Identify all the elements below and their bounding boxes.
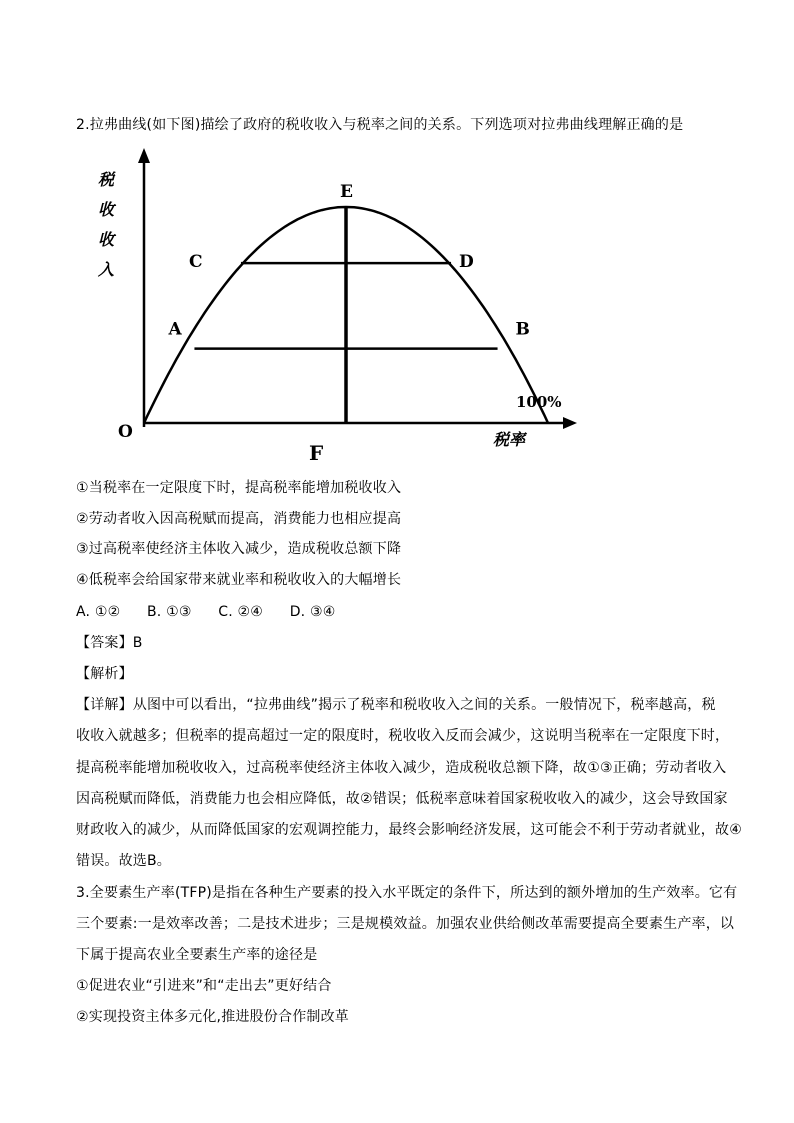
q2-option-1: ①当税率在一定限度下时，提高税率能增加税收收入 <box>76 480 402 496</box>
y-axis-label-char-2: 收 <box>98 200 115 219</box>
q3-option-2: ②实现投资主体多元化,推进股份合作制改革 <box>76 1009 349 1025</box>
point-label-d: D <box>459 252 474 273</box>
q2-option-3: ③过高税率使经济主体收入减少，造成税收总额下降 <box>76 541 402 557</box>
question-2-title: 2.拉弗曲线(如下图)描绘了政府的税收收入与税率之间的关系。下列选项对拉弗曲线理解正确的是 <box>76 117 684 133</box>
y-axis-label-char-4: 入 <box>98 260 115 279</box>
question-3-text: 3.全要素生产率(TFP)是指在各种生产要素的投入水平既定的条件下，所达到的额外增加的生产效率。它有 <box>76 885 738 901</box>
choice-c[interactable]: C. ②④ <box>218 604 264 620</box>
point-label-a: A <box>168 319 182 340</box>
q2-detail-line: 提高税率能增加税收收入，过高税率使经济主体收入减少，造成税收总额下降，故①③正确；劳动者收入 <box>76 760 727 776</box>
question-3-text: 下属于提高农业全要素生产率的途径是 <box>76 947 318 963</box>
max-rate-label: 100% <box>516 393 562 411</box>
q2-choices <box>76 603 358 621</box>
q2-detail-line: 因高税赋而降低，消费能力也会相应降低，故②错误；低税率意味着国家税收收入的减少，这会导致国家 <box>76 791 728 807</box>
choice-a[interactable]: A. ①② <box>76 604 121 620</box>
peak-rate-label: F <box>309 441 324 465</box>
point-label-e: E <box>340 182 353 202</box>
q2-detail-line: 【详解】从图中可以看出，“拉弗曲线”揭示了税率和税收收入之间的关系。一般情况下，税率越高，税 <box>76 697 716 713</box>
x-axis-label: 税率 <box>493 430 526 449</box>
q3-option-1: ①促进农业“引进来”和“走出去”更好结合 <box>76 978 332 994</box>
laffer-curve-chart <box>98 145 578 470</box>
choice-b[interactable]: B. ①③ <box>147 604 192 620</box>
q2-detail-line: 财政收入的减少，从而降低国家的宏观调控能力，最终会影响经济发展，这可能会不利于劳动者就业，故④ <box>76 822 742 838</box>
point-label-c: C <box>188 252 203 273</box>
x-axis-arrow-icon <box>563 417 577 429</box>
chart-axes <box>138 148 577 429</box>
y-axis-label-char-1: 税 <box>98 170 115 189</box>
question-3-text: 三个要素:一是效率改善；二是技术进步；三是规模效益。加强农业供给侧改革需要提高全要素生产率，以 <box>76 916 735 932</box>
q2-option-2: ②劳动者收入因高税赋而提高，消费能力也相应提高 <box>76 511 402 527</box>
choice-d[interactable]: D. ③④ <box>289 604 336 620</box>
curve-point-labels <box>167 182 529 340</box>
y-axis-label-char-3: 收 <box>98 230 115 249</box>
point-label-b: B <box>515 319 530 340</box>
q2-detail-line: 收收入就越多；但税率的提高超过一定的限度时，税收收入反而会减少，这说明当税率在一定限度下时， <box>76 728 730 744</box>
origin-label: O <box>118 422 133 442</box>
q2-answer: 【答案】B <box>76 635 143 651</box>
y-axis-arrow-icon <box>138 148 150 163</box>
q2-analysis-heading: 【解析】 <box>76 666 133 682</box>
y-axis-label <box>97 170 117 279</box>
q2-detail-line: 错误。故选B。 <box>76 853 172 869</box>
q2-option-4: ④低税率会给国家带来就业率和税收收入的大幅增长 <box>76 572 402 588</box>
